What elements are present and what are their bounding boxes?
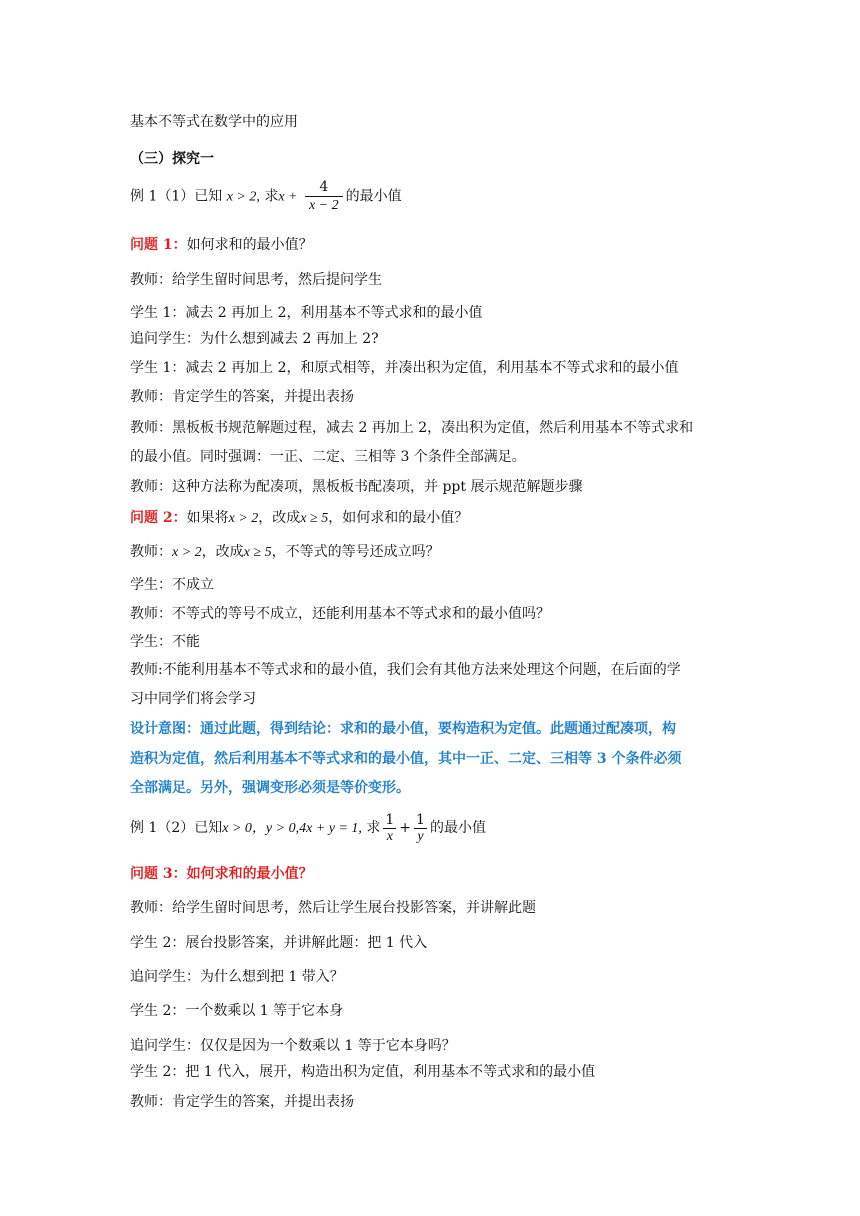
text-line: 教师：黑板板书规范解题过程，减去 2 再加上 2，凑出积为定值，然后利用基本不等式求和 bbox=[130, 420, 694, 436]
text-line: 教师：给学生留时间思考，然后提问学生 bbox=[130, 272, 382, 288]
text-line: 学生：不成立 bbox=[130, 577, 214, 593]
question-text: 如果将 bbox=[186, 510, 229, 526]
text-line: 学生：不能 bbox=[130, 634, 200, 650]
fraction-numerator: 1 bbox=[416, 811, 425, 828]
text-line: 学生 1：减去 2 再加上 2，和原式相等，并凑出积为定值，利用基本不等式求和的最小值 bbox=[130, 360, 679, 376]
question-3: 问题 3：如何求和的最小值？ bbox=[130, 866, 313, 882]
design-intent-line: 造积为定值，然后利用基本不等式求和的最小值，其中一正、二定、三相等 3 个条件必须 bbox=[130, 751, 682, 767]
text-line: 教师：肯定学生的答案，并提出表扬 bbox=[130, 1094, 354, 1110]
example-tail: 的最小值 bbox=[345, 188, 402, 205]
text-line: 教师：肯定学生的答案，并提出表扬 bbox=[130, 389, 354, 405]
example-1-2 bbox=[130, 808, 486, 849]
text-line: 习中同学们将会学习 bbox=[130, 691, 256, 707]
example-prefix: 例 1（1）已知 bbox=[130, 188, 223, 205]
design-intent-line: 设计意图：通过此题，得到结论：求和的最小值，要构造积为定值。此题通过配凑项，构 bbox=[130, 721, 676, 737]
example-condition: x > 2, bbox=[226, 189, 260, 205]
math-inline: x ≥ 5 bbox=[243, 545, 272, 560]
speaker: 教师： bbox=[130, 544, 172, 560]
fraction bbox=[383, 812, 396, 845]
text-line: 追问学生：仅仅是因为一个数乘以 1 等于它本身吗？ bbox=[130, 1038, 456, 1054]
question-label: 问题 2： bbox=[130, 510, 187, 526]
fraction-denominator: x bbox=[386, 828, 393, 844]
example-condition: x > 0，y > 0,4x + y = 1, bbox=[222, 821, 362, 836]
text: ，改成 bbox=[201, 544, 244, 560]
text-line: 的最小值。同时强调：一正、二定、三相等 3 个条件全部满足。 bbox=[130, 449, 526, 465]
fraction-denominator: x − 2 bbox=[308, 198, 339, 213]
fraction-numerator: 4 bbox=[305, 178, 343, 197]
text-line: 学生 2：一个数乘以 1 等于它本身 bbox=[130, 1003, 344, 1019]
design-intent-line: 全部满足。另外，强调变形必须是等价变形。 bbox=[130, 780, 410, 796]
example-ask: 求 bbox=[366, 820, 381, 836]
math-inline: x ≥ 5 bbox=[300, 511, 329, 526]
example-prefix: 例 1（2）已知 bbox=[130, 820, 223, 836]
doc-title: 基本不等式在数学中的应用 bbox=[130, 114, 298, 130]
text-line: 学生 2：把 1 代入，展开，构造出积为定值，利用基本不等式求和的最小值 bbox=[130, 1064, 596, 1080]
example-tail: 的最小值 bbox=[429, 820, 486, 836]
fraction-denominator: y bbox=[417, 828, 424, 844]
teacher-line bbox=[130, 542, 440, 563]
text-line: 学生 2：展台投影答案，并讲解此题：把 1 代入 bbox=[130, 935, 428, 951]
example-ask: 求 bbox=[264, 188, 279, 205]
math-inline: x > 2 bbox=[172, 545, 202, 560]
text-line: 追问学生：为什么想到减去 2 再加上 2? bbox=[130, 331, 379, 347]
example-1-1 bbox=[130, 178, 402, 216]
text-line: 教师：给学生留时间思考，然后让学生展台投影答案，并讲解此题 bbox=[130, 900, 536, 916]
fraction bbox=[414, 812, 427, 845]
question-label: 问题 1： bbox=[130, 237, 187, 253]
text: ，不等式的等号还成立吗？ bbox=[271, 544, 440, 560]
question-text: 如何求和的最小值？ bbox=[186, 237, 313, 253]
question-text: ，改成 bbox=[258, 510, 301, 526]
example-expr: x + bbox=[278, 189, 298, 205]
fraction bbox=[305, 178, 343, 215]
fraction-numerator: 1 bbox=[385, 811, 395, 828]
text-line: 追问学生：为什么想到把 1 带入？ bbox=[130, 969, 344, 985]
text-line: 教师：不等式的等号不成立，还能利用基本不等式求和的最小值吗？ bbox=[130, 606, 550, 622]
question-2 bbox=[130, 508, 468, 529]
section-heading: （三）探究一 bbox=[130, 151, 214, 167]
text-line: 学生 1：减去 2 再加上 2，利用基本不等式求和的最小值 bbox=[130, 305, 483, 321]
plus-sign: + bbox=[399, 820, 412, 836]
text-line: 教师：这种方法称为配凑项，黑板板书配凑项，并 ppt 展示规范解题步骤 bbox=[130, 479, 583, 495]
text-line: 教师:不能利用基本不等式求和的最小值，我们会有其他方法来处理这个问题，在后面的学 bbox=[130, 662, 681, 678]
math-inline: x > 2 bbox=[228, 511, 259, 526]
question-1 bbox=[130, 235, 313, 255]
question-text: ，如何求和的最小值？ bbox=[328, 510, 469, 526]
